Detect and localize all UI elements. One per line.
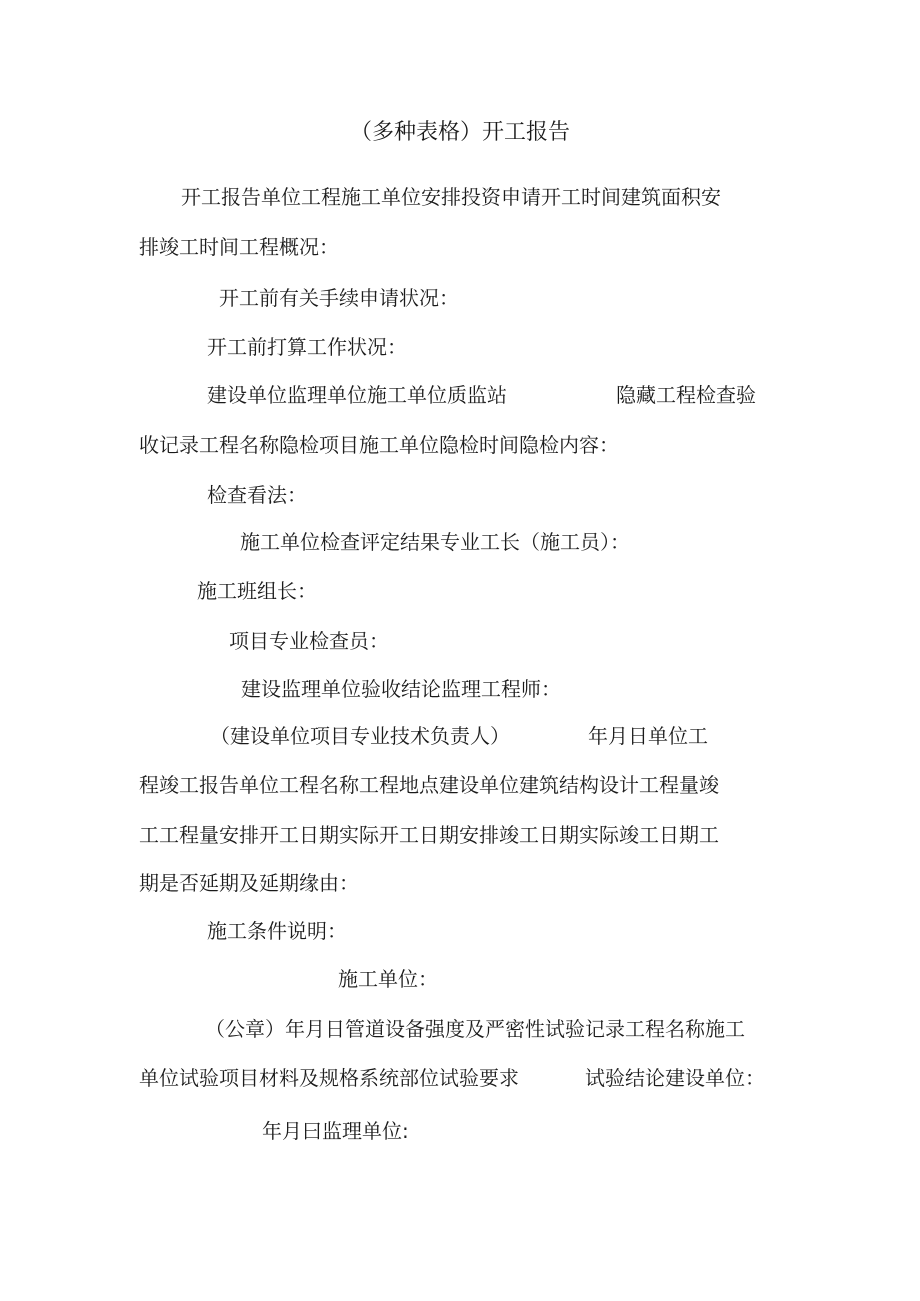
text-line-20: 年月曰监理单位: (262, 1119, 409, 1143)
text-line-6: 收记录工程名称隐检项目施工单位隐检时间隐检内容： (139, 433, 619, 457)
text-line-8: 施工单位检查评定结果专业工长（施工员）： (240, 530, 630, 554)
text-line-12b: 年月日单位工 (588, 724, 708, 748)
text-line-3: 开工前有关手续申请状况： (219, 286, 459, 310)
text-line-12a: （建设单位项目专业技术负责人） (210, 724, 510, 748)
text-line-5a: 建设单位监理单位施工单位质监站 (207, 383, 507, 407)
text-line-4: 开工前打算工作状况： (207, 335, 407, 359)
text-line-19a: 单位试验项目材料及规格系统部位试验要求 (139, 1066, 519, 1090)
text-line-15: 期是否延期及延期缘由： (139, 871, 359, 895)
text-line-19b: 试验结论建设单位： (585, 1066, 765, 1090)
text-line-2: 排竣工时间工程概况： (139, 235, 339, 259)
text-line-17: 施工单位： (338, 967, 438, 991)
text-line-5b: 隐藏工程检查验 (616, 383, 756, 407)
text-line-9: 施工班组长： (197, 579, 317, 603)
text-line-14: 工工程量安排开工日期实际开工日期安排竣工日期实际竣工日期工 (139, 823, 719, 847)
text-line-13: 程竣工报告单位工程名称工程地点建设单位建筑结构设计工程量竣 (139, 773, 719, 797)
text-line-7: 检查看法： (207, 483, 307, 507)
text-line-18: （公章）年月日管道设备强度及严密性试验记录工程名称施工 (205, 1017, 745, 1041)
text-line-10: 项目专业检查员： (229, 629, 389, 653)
text-line-1: 开工报告单位工程施工单位安排投资申请开工时间建筑面积安 (181, 185, 721, 209)
document-title: （多种表格）开工报告 (349, 120, 570, 145)
text-line-11: 建设监理单位验收结论监理工程师： (241, 677, 561, 701)
text-line-16: 施工条件说明： (207, 919, 347, 943)
